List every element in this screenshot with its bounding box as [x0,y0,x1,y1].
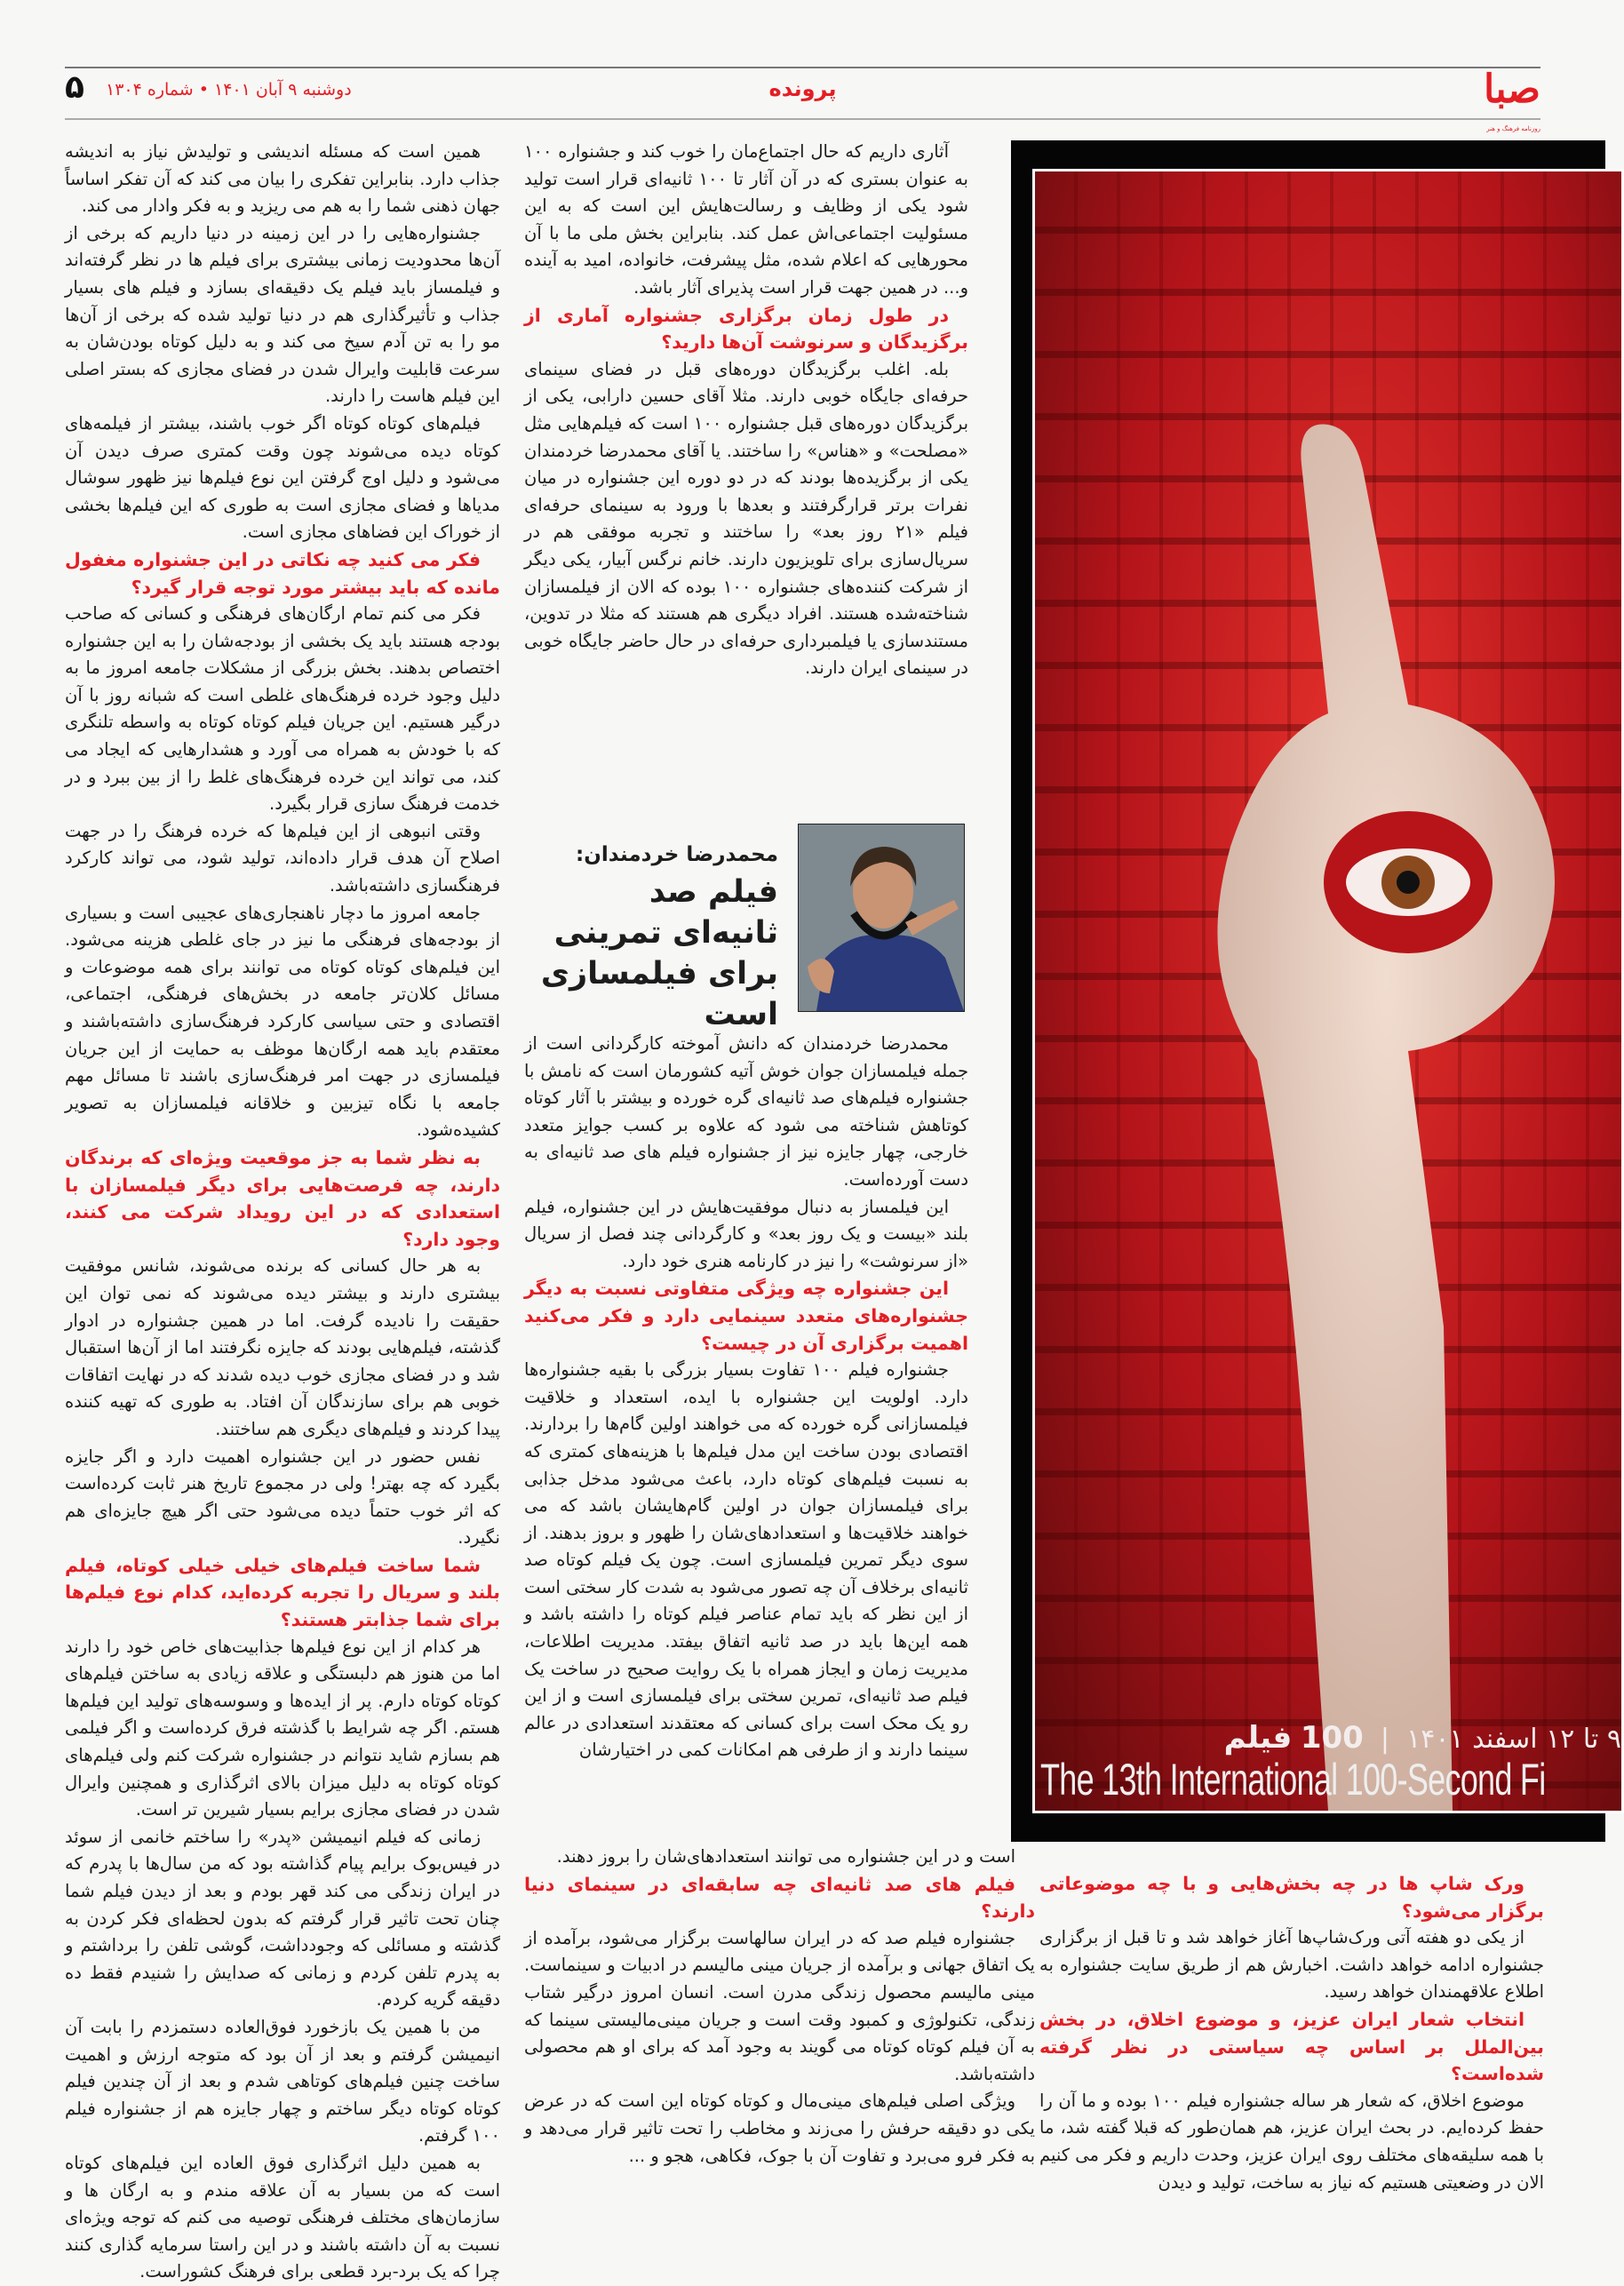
paragraph: محمدرضا خردمندان که دانش آموخته کارگردانی است از جمله فیلمسازان جوان خوش آتیه کشورمان است که نامش با جشنواره فیلم‌های صد ثانیه‌ای گره خورده و بیشتر با آثار کوتاه کوتاهش شناخته می شود که علاوه بر کسب جوایز متعدد خارجی، چهار جایزه نیز از جشنواره فیلم های صد ثانیه‌ای به دست آورده‌است. [524,1033,968,1190]
question-heading: به نظر شما به جز موقعیت ویژه‌ای که برندگان دارند، چه فرصت‌هایی برای دیگر فیلمسازان با استعدادی که در این رویداد شرکت می کنند، وجود دارد؟ [65,1146,500,1250]
interview-box [540,824,965,1032]
header-top-rule [65,67,1540,68]
paragraph: جشنواره‌هایی را در این زمینه در دنیا داریم که برخی از آن‌ها محدودیت زمانی بیشتری برای فیلم ها در نظر گرفته‌اند و فیلمساز باید فیلم یک دقیقه‌ای بسازد و فیلم های بسیار جذاب و تأثیرگذاری هم در دنیا تولید شده که برخی از آن‌ها مو را به تن آدم سیخ می کند و به دلیل کوتاه بودن‌شان به سرعت قابلیت وایرال شدن در فضای مجازی که بستر اصلی این فیلم هاست را دارند. [65,222,500,407]
question-heading: انتخاب شعار ایران عزیز، و موضوع اخلاق، در بخش بین‌الملل بر اساس چه سیاستی در نظر گرفته شده‌است؟ [1039,2008,1544,2085]
right-bottom-column [1039,1870,1544,2199]
middle-column-bottom [524,1031,968,1844]
poster-english-title: The 13th International 100-Second Fi [1040,1755,1546,1804]
festival-poster [1011,140,1621,1842]
poster-number: 100 [1300,1720,1364,1756]
paragraph: وقتی انبوهی از این فیلم‌ها که خرده فرهنگ را در جهت اصلاح آن هدف قرار داده‌اند، تولید شود، می تواند کارکرد فرهنگسازی داشته‌باشد. [65,820,500,896]
paragraph: جشنواره فیلم ۱۰۰ تفاوت بسیار بزرگی با بقیه جشنواره‌ها دارد. اولویت این جشنواره با ایده، استعداد و خلاقیت فیلمسازانی گره خورده که می خواهند اولین گام‌ها را بردارند. اقتصادی بودن ساخت این مدل فیلم‌ها با هزینه‌های کمتری که به نسبت فیلم‌های کوتاه دارد، باعث می‌شود مدخل جذابی برای فیلمسازان جوان در اولین گام‌هایشان باشد که می خواهند خلاقیت‌ها و استعدادهای‌شان را ظهور و بروز بدهند. از سوی دیگر تمرین فیلمسازی است. چون یک فیلم کوتاه صد ثانیه‌ای برخلاف آن چه تصور می‌شود به شدت کار سختی است از این نظر که باید تمام عناصر فیلم کوتاه را داشته باشد و همه این‌ها باید در صد ثانیه اتفاق بیفتد. مدیریت اطلاعات، مدیریت زمان و ایجاز همراه با یک روایت صحیح در ساخت یک فیلم صد ثانیه‌ای، تمرین سختی برای فیلمسازی است و از این رو یک محک است برای کسانی که معتقدند استعدادی در عالم سینما دارند و از طرفی هم امکانات کمی در اختیارشان [524,1359,968,1761]
interviewee-name: محمدرضا خردمندان: [576,843,778,866]
question-heading: فکر می کنید چه نکاتی در این جشنواره مغفول مانده که باید بیشتر مورد توجه قرار گیرد؟ [65,548,500,598]
header-bottom-rule [65,118,1540,120]
question-heading: ورک شاپ ها در چه بخش‌هایی و با چه موضوعاتی برگزار می‌شود؟ [1039,1873,1544,1922]
paragraph: موضوع اخلاق، که شعار هر ساله جشنواره فیلم ۱۰۰ بوده و ما آن را حفظ کرده‌ایم. در بحث ایران عزیز، هم همان‌طور که قبلا گفته شد، ما با همه سلیقه‌های مختلف روی ایران عزیز، وحدت داریم و فکر می کنیم الان در وضعیتی هستیم که نیاز به ساخت، تولید و دیدن [1039,2090,1544,2193]
poster-persian-title: ۹ تا ۱۲ اسفند ۱۴۰۱ | 100 فیلم [1223,1720,1621,1756]
question-heading: در طول زمان برگزاری جشنواره آماری از برگزیدگان و سرنوشت آن‌ها دارید؟ [524,304,968,354]
paragraph: جامعه امروز ما دچار ناهنجاری‌های عجیبی است و بسیاری از بودجه‌های فرهنگی ما نیز در جای غلطی هزینه می‌شود. این فیلم‌های کوتاه کوتاه می توانند برای همه موضوعات و مسائل کلان‌تر جامعه در بخش‌های فرهنگی، اجتماعی، اقتصادی و حتی سیاسی کارکرد فرهنگ‌سازی داشته‌باشند و معتقدم باید همه ارگان‌ها موظف به حمایت از این جریان فیلمسازی در جهت امر فرهنگ‌سازی باشند تا مسائل مهم جامعه با نگاه تیزبین و خلاقانه فیلمسازان به تصویر کشیده‌شود. [65,902,500,1141]
paragraph: من با همین یک بازخورد فوق‌العاده دستمزدم را بابت آن انیمیشن گرفتم و بعد از آن بود که متوجه ارزش و اهمیت ساخت چنین فیلم‌های کوتاهی شدم و بعد از آن چندین فیلم کوتاه کوتاه دیگر ساختم و چهار جایزه هم از جشنواره فیلم ۱۰۰ گرفتم. [65,2016,500,2147]
left-column [65,139,500,2282]
paragraph: همین است که مسئله اندیشی و تولیدش نیاز به اندیشه جذاب دارد. بنابراین تفکری را بیان می کند که آن تفکر اساساً جهان ذهنی شما را به هم می ریزید و به فکر وادار می کند. [65,141,500,217]
paragraph: است و در این جشنواره می توانند استعدادهای‌شان را بروز دهند. [556,1846,1015,1867]
paragraph: به همین دلیل اثرگذاری فوق العاده این فیلم‌های کوتاه است که من بسیار به آن علاقه مندم و به ارگان ها و سازمان‌های مختلف فرهنگی توصیه می کنم که توجه ویژه‌ای نسبت به آن داشته باشند و در این راستا سرمایه گذاری کنند چرا که یک برد-برد قطعی برای فرهنگ کشوراست. [65,2152,500,2282]
hand-eye-illustration [1035,171,1621,1811]
logo-text: صبا [1483,67,1540,112]
logo-subtitle: روزنامه فرهنگ و هنر [1486,125,1540,132]
paragraph: از یکی دو هفته آتی ورک‌شاپ‌ها آغاز خواهد شد و تا قبل از برگزاری جشنواره ادامه خواهد داشت. اخبارش هم از طریق سایت جشنواره به اطلاع علاقهمندان خواهد رسید. [1039,1927,1544,2003]
interviewee-photo [798,824,965,1012]
poster-fa-title: فیلم [1223,1720,1293,1756]
paragraph: فکر می کنم تمام ارگان‌های فرهنگی و کسانی که صاحب بودجه هستند باید یک بخشی از بودجه‌شان را به این جشنواره اختصاص بدهند. بخش بزرگی از مشکلات جامعه امروز ما به دلیل وجود خرده فرهنگ‌های غلطی است که شبانه روز با آن درگیر هستیم. این جریان فیلم کوتاه کوتاه به واسطه تلنگری که با خودش به همراه می آورد و هشدارهایی که ایجاد می کند، می تواند این خرده فرهنگ‌های غلط را از بین ببرد و در خدمت فرهنگ سازی قرار بگیرد. [65,603,500,815]
person-photo-illustration [799,824,964,1011]
question-heading: این جشنواره چه ویژگی متفاوتی نسبت به دیگر جشنواره‌های متعدد سینمایی دارد و فکر می‌کنید اهمیت برگزاری آن در چیست؟ [524,1278,968,1354]
question-heading: شما ساخت فیلم‌های خیلی خیلی کوتاه، فیلم بلند و سریال را تجربه کرده‌اید، کدام نوع فیلم‌ها برای شما جذابتر هستند؟ [65,1554,500,1631]
poster-dates: ۹ تا ۱۲ اسفند ۱۴۰۱ [1406,1724,1621,1755]
paragraph: این فیلمساز به دنبال موفقیت‌هایش در این جشنواره، فیلم بلند «بیست و یک روز بعد» و کارگردانی چند فصل از سریال «از سرنوشت» را نیز در کارنامه هنری خود دارد. [524,1196,968,1271]
paragraph: آثاری داریم که حال اجتماع‌مان را خوب کند و جشنواره ۱۰۰ به عنوان بستری که در آن آثار تا ۱۰۰ ثانیه‌ای قرار است تولید شود یکی از وظایف و رسالت‌هایش این است که به این مسئولیت اجتماعی‌اش عمل کند. بنابراین بخش ملی ما با آن محورهایی که اعلام شده، مثل پیشرفت، خانواده، امید به آینده و... در همین جهت قرار است پذیرای آثار باشد. [524,141,968,298]
date-issue: دوشنبه ۹ آبان ۱۴۰۱ • شماره ۱۳۰۴ [106,80,352,100]
interview-title: فیلم صد ثانیه‌ای تمرینی برای فیلمسازی است [540,874,778,1032]
section-title: پرونده [768,76,837,101]
paragraph: نفس حضور در این جشنواره اهمیت دارد و اگر جایزه بگیرد که چه بهتر! ولی در مجموع تاریخ هنر ثابت کرده‌است که اثر خوب حتماً دیده می‌شود حتی اگر هیچ جایزه‌ای هم نگیرد. [65,1446,500,1549]
paragraph: ویژگی اصلی فیلم‌های مینی‌مال و کوتاه کوتاه این است که در عرض یکی دو دقیقه حرفش را می‌زند و مخاطب را تحت تاثیر قرار می‌دهد و به فکر فرو می‌برد و تفاوت آن با جوک، فکاهی، هجو و ... [524,2091,1035,2166]
page-number: ۵ [65,69,84,106]
paragraph: جشنواره فیلم صد که در ایران سالهاست برگزار می‌شود، برآمده از یک اتفاق جهانی و برآمده از جریان مینی مالیسم در ادبیات و سینماست. مینی مالیسم محصول زندگی مدرن است. انسان امروز درگیر شتاب زندگی، تکنولوژی و کمبود وقت است و جریان مینی‌مالیستی سینما که به آن فیلم کوتاه کوتاه می گویند به وجود آمد که برای او هم محصولی داشته‌باشد. [524,1927,1035,2084]
paragraph: زمانی که فیلم انیمیشن «پدر» را ساختم خانمی از سوئد در فیس‌بوک برایم پیام گذاشته بود که من سال‌ها با پدرم که در ایران زندگی می کند قهر بودم و بعد از دیدن فیلم شما چنان تحت تاثیر قرار گرفتم که بدون لحظه‌ای فکر کردن به گذشته و مسائلی که وجودداشت، گوشی تلفن را برداشتم و به پدرم تلفن کردم و زمانی که صدایش را شنیدم فقط ده دقیقه گریه کردم. [65,1826,500,2011]
page-header [65,67,1540,132]
middle-column-end [524,1844,1035,2199]
middle-column-top [524,139,968,800]
poster-image [1032,169,1624,1813]
paragraph: هر کدام از این نوع فیلم‌ها جذابیت‌های خاص خود را دارند اما من هنوز هم دلبستگی و علاقه زیادی به ساختن فیلم‌های کوتاه کوتاه دارم. پر از ایده‌ها و وسوسه‌های تولید این فیلم‌ها هستم. اگر چه شرایط با گذشته فرق کرده‌است و اگر فیلمی هم بسازم شاید نتوانم در جشنواره شرکت کنم ولی فیلم‌های کوتاه کوتاه به دلیل میزان بالای اثرگذاری و همچنین وایرال شدن در فضای مجازی برایم بسیار شیرین تر است. [65,1636,500,1820]
question-heading: فیلم های صد ثانیه‌ای چه سابقه‌ای در سینمای دنیا دارند؟ [524,1873,1035,1923]
paragraph: فیلم‌های کوتاه کوتاه اگر خوب باشند، بیشتر از فیلمه‌های کوتاه دیده می‌شوند چون وقت کمتری صرف دیدن آن می‌شود و دلیل اوج گرفتن این نوع فیلم‌ها نیز ظهور سوشال مدیاها و فضای مجازی است به طوری که این فیلم‌ها بخشی از خوراک این فضاهای مجازی است. [65,412,500,543]
paragraph: به هر حال کسانی که برنده می‌شوند، شانس موفقیت بیشتری دارند و بیشتر دیده می‌شوند که نمی توان این حقیقت را نادیده گرفت. اما در همین جشنواره در ادوار گذشته، فیلم‌هایی بودند که جایزه نگرفتند اما از آن‌ها استقبال شد و در فضای مجازی خوب دیده شدند که در نهایت اتفاقات خوبی هم برای سازندگان آن افتاد. به طوری که تهیه کننده پیدا کردند و فیلم‌های دیگری هم ساختند. [65,1255,500,1439]
paragraph: بله. اغلب برگزیدگان دوره‌های قبل در فضای سینمای حرفه‌ای جایگاه خوبی دارند. مثلا آقای حسین دارابی، یکی از برگزیدگان دوره‌های قبل جشنواره ۱۰۰ است که فیلم‌هایی مثل «مصلحت» و «هناس» را ساختند. یا آقای محمدرضا خردمندان یکی از برگزیده‌ها بودند که در دو دوره این جشنواره در میان نفرات برتر قرارگرفتند و بعدها با ورود به سینمای حرفه‌ای فیلم «۲۱ روز بعد» را ساختند و تجربه موفقی هم در سریال‌سازی برای تلویزیون دارند. خانم نرگس آبیار، یکی دیگر از شرکت کننده‌های جشنواره ۱۰۰ بوده که الان از فیلمسازان شناخته‌شده هستند. افراد دیگری هم هستند که مثلا در تدوین، مستندسازی یا فیلمبرداری حرفه‌ای در حال حاضر جایگاه خوبی در سینمای ایران دارند. [524,358,969,679]
